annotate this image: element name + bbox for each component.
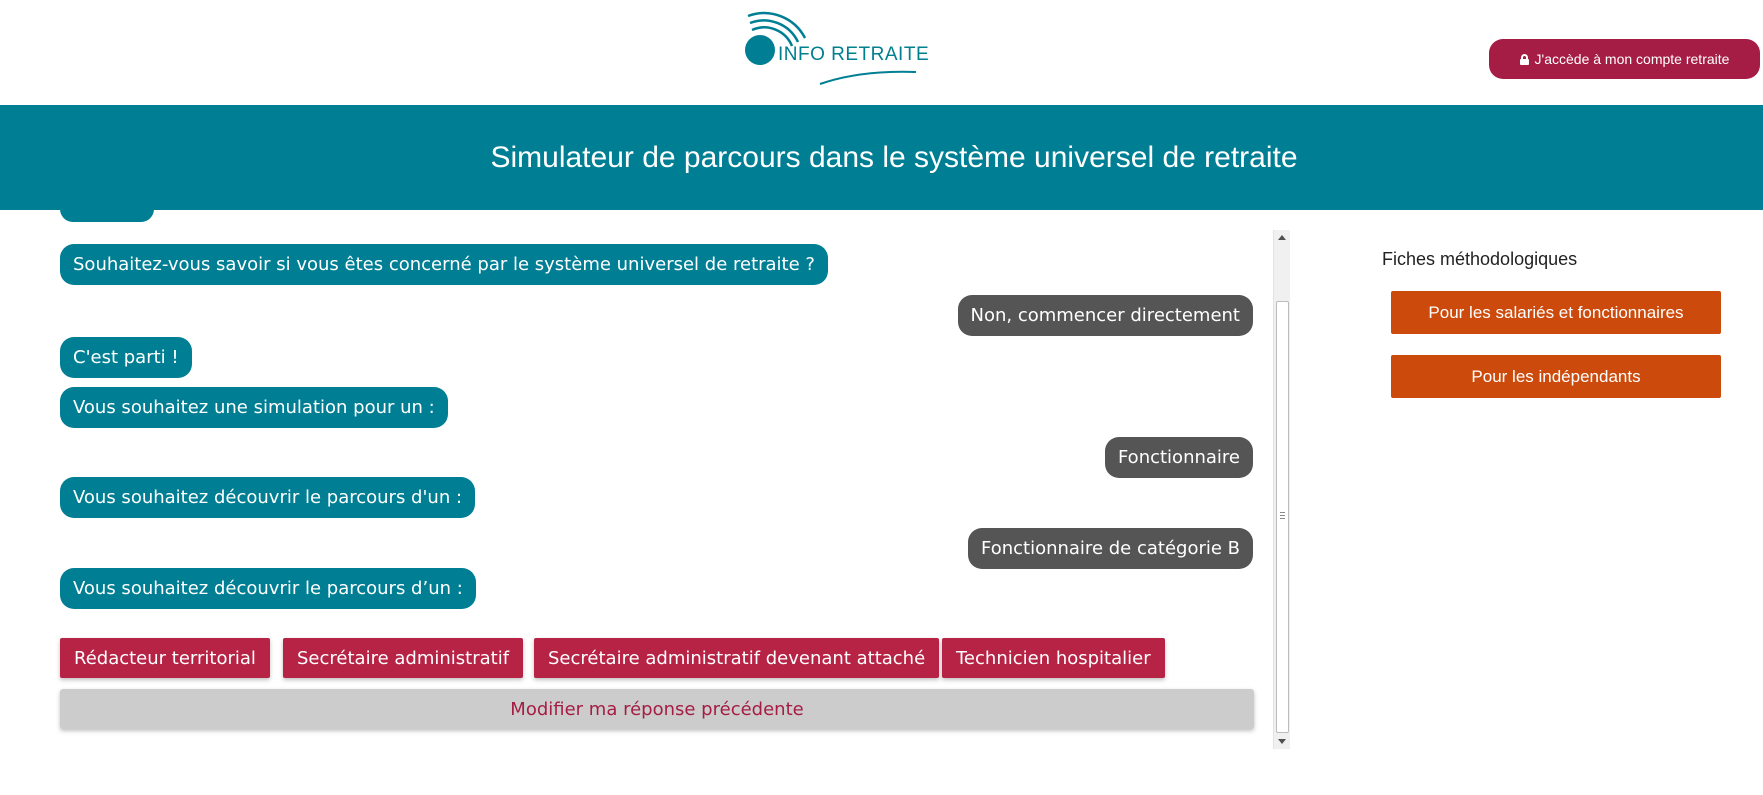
fiche-salaries-button[interactable]: Pour les salariés et fonctionnaires xyxy=(1391,291,1721,334)
bot-message: C'est parti ! xyxy=(60,337,192,378)
page-banner xyxy=(0,105,1763,210)
user-message: Fonctionnaire de catégorie B xyxy=(968,528,1253,569)
scroll-down-arrow-icon[interactable] xyxy=(1278,739,1286,744)
bot-message: Souhaitez-vous savoir si vous êtes concerné par le système universel de retraite ? xyxy=(60,244,828,285)
page-title: Simulateur de parcours dans le système universel de retraite xyxy=(490,140,1298,174)
bot-message: Vous souhaitez une simulation pour un : xyxy=(60,387,448,428)
user-message: Fonctionnaire xyxy=(1105,437,1253,478)
fiche-independants-button[interactable]: Pour les indépendants xyxy=(1391,355,1721,398)
account-access-button[interactable] xyxy=(1489,39,1760,79)
lock-icon xyxy=(1520,54,1529,65)
bot-message: Vous souhaitez découvrir le parcours d’un : xyxy=(60,568,476,609)
scroll-thumb[interactable] xyxy=(1276,301,1289,733)
info-retraite-logo[interactable] xyxy=(730,8,930,88)
logo-text: INFO RETRAITE xyxy=(778,44,930,65)
user-message: Non, commencer directement xyxy=(958,295,1254,336)
chat-scrollbar[interactable] xyxy=(1273,230,1290,749)
account-access-label: J'accède à mon compte retraite xyxy=(1534,51,1730,67)
scroll-grip-icon xyxy=(1280,512,1285,519)
chat-conversation xyxy=(0,210,1290,750)
scroll-up-arrow-icon[interactable] xyxy=(1278,235,1286,240)
choice-technicien-hospitalier-button[interactable]: Technicien hospitalier xyxy=(942,638,1165,678)
bot-message: Vous souhaitez découvrir le parcours d'un : xyxy=(60,477,475,518)
choice-secretaire-administratif-button[interactable]: Secrétaire administratif xyxy=(283,638,523,678)
sidebar-title: Fiches méthodologiques xyxy=(1382,249,1578,269)
site-header xyxy=(0,0,1763,105)
previous-bot-bubble xyxy=(60,210,154,222)
choice-secretaire-attache-button[interactable]: Secrétaire administratif devenant attaché xyxy=(534,638,939,678)
choice-redacteur-territorial-button[interactable]: Rédacteur territorial xyxy=(60,638,270,678)
modify-previous-answer-button[interactable]: Modifier ma réponse précédente xyxy=(60,689,1254,729)
